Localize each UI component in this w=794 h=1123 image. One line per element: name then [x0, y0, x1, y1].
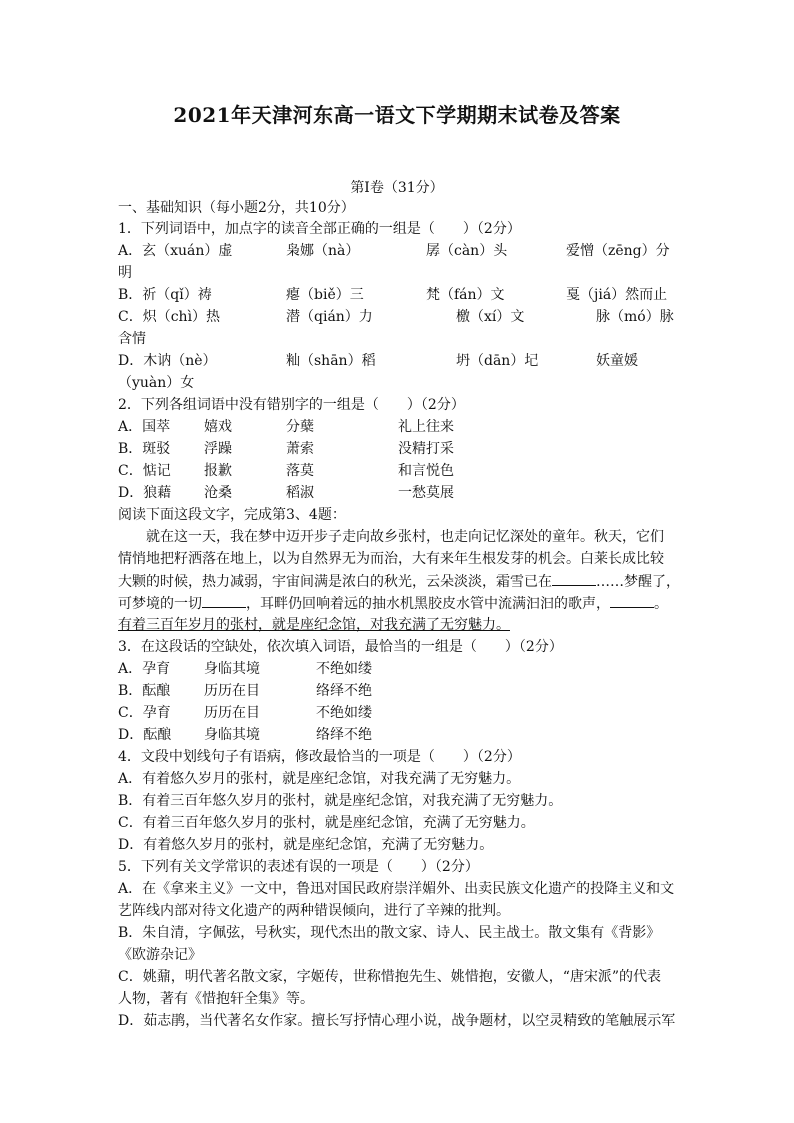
q2-b-4: 没精打采 — [398, 441, 454, 457]
q1-option-c-3: 檄（xí）文 — [456, 309, 525, 325]
q3-b-2: 历历在目 — [204, 683, 260, 699]
q2-b-1: B．斑驳 — [118, 441, 171, 457]
q1-option-c-cont: 含情 — [118, 331, 146, 347]
q4-option-a: A．有着悠久岁月的张村，就是座纪念馆，对我充满了无穷魅力。 — [118, 771, 521, 787]
q4-option-d: D．有着悠久岁月的张村，就是座纪念馆，充满了无穷魅力。 — [118, 837, 494, 853]
q2-d-4: 一愁莫展 — [398, 485, 454, 501]
passage-text: 。 — [654, 596, 668, 612]
passage-underlined-sentence: 有着三百年岁月的张村，就是座纪念馆，对我充满了无穷魅力。 — [118, 617, 510, 633]
q2-c-4: 和言悦色 — [398, 463, 454, 479]
q2-b-3: 萧索 — [286, 441, 314, 457]
q3-a-2: 身临其境 — [204, 661, 260, 677]
passage-text: 大颗的时候，热力减弱，宇宙间满是浓白的秋光，云朵淡淡，霜雪已在 — [118, 574, 552, 590]
q1-option-a-3: 孱（càn）头 — [426, 243, 508, 259]
q2-b-2: 浮躁 — [204, 441, 232, 457]
q2-c-3: 落莫 — [286, 463, 314, 479]
q3-b-1: B．酝酿 — [118, 683, 171, 699]
section-heading: 第Ⅰ卷（31分） — [350, 180, 444, 196]
q5-option-a: A．在《拿来主义》一文中，鲁迅对国民政府崇洋媚外、出卖民族文化遗产的投降主义和文 — [118, 881, 675, 897]
q1-option-c-2: 潜（qián）力 — [286, 309, 373, 325]
passage-line: 情悄地把籽洒落在地上，以为自然界无为而治，大有来年生根发芽的机会。白莱长成比较 — [118, 551, 664, 567]
q3-d-1: D．酝酿 — [118, 727, 172, 743]
passage-line — [118, 593, 668, 614]
q1-option-b-2: 瘪（biě）三 — [286, 287, 364, 303]
passage-text: ，耳畔仍回响着远的抽水机黑胶皮水管中流满汩汩的歌声， — [246, 596, 610, 612]
q1-option-d-cont: （yuàn）女 — [118, 375, 195, 391]
fill-blank — [552, 571, 596, 586]
q1-option-a-1: A．玄（xuán）虚 — [118, 243, 233, 259]
q4-option-b: B．有着三百年悠久岁月的张村，就是座纪念馆，对我充满了无穷魅力。 — [118, 793, 563, 809]
q1-option-d-4: 妖童媛 — [596, 353, 638, 369]
q4-stem: 4．文段中划线句子有语病，修改最恰当的一项是（ ）（2分） — [118, 749, 521, 765]
q5-option-b: B．朱自清，字佩弦，号秋实，现代杰出的散文家、诗人、民主战士。散文集有《背影》 — [118, 925, 661, 941]
q3-c-2: 历历在目 — [204, 705, 260, 721]
q3-c-1: C．孕育 — [118, 705, 171, 721]
q2-a-4: 礼上往来 — [398, 419, 454, 435]
q5-option-c: C．姚鼐，明代著名散文家，字姬传，世称惜抱先生、姚惜抱，安徽人，“唐宋派”的代表 — [118, 969, 662, 985]
fill-blank — [610, 593, 654, 608]
q2-a-1: A．国萃 — [118, 419, 171, 435]
passage-text: 可梦境的一切 — [118, 596, 202, 612]
q5-option-c-cont: 人物，著有《惜抱轩全集》等。 — [118, 991, 314, 1007]
q3-d-3: 络绎不绝 — [316, 727, 372, 743]
passage-text: ……梦醒了， — [596, 574, 680, 590]
q1-option-c-1: C．炽（chì）热 — [118, 309, 221, 325]
fill-blank — [202, 593, 246, 608]
q1-stem: 1．下列词语中，加点字的读音全部正确的一组是（ ）（2分） — [118, 221, 521, 237]
q3-d-2: 身临其境 — [204, 727, 260, 743]
q1-option-d-3: 坍（dān）圮 — [456, 353, 539, 369]
q1-option-b-3: 梵（fán）文 — [426, 287, 505, 303]
q5-option-a-cont: 艺阵线内部对待文化遗产的两种错误倾向，进行了辛辣的批判。 — [118, 903, 510, 919]
q4-option-c: C．有着三百年悠久岁月的张村，就是座纪念馆，充满了无穷魅力。 — [118, 815, 535, 831]
q3-a-1: A．孕育 — [118, 661, 171, 677]
q3-b-3: 络绎不绝 — [316, 683, 372, 699]
passage-line: 就在这一天，我在梦中迈开步子走向故乡张村，也走向记忆深处的童年。秋天，它们 — [146, 529, 664, 545]
q1-option-a-4: 爱憎（zēng）分 — [566, 243, 670, 259]
q2-stem: 2．下列各组词语中没有错别字的一组是（ ）（2分） — [118, 397, 465, 413]
reading-intro: 阅读下面这段文字，完成第3、4题： — [118, 507, 346, 523]
q2-c-2: 报歉 — [204, 463, 232, 479]
q5-stem: 5．下列有关文学常识的表述有误的一项是（ ）（2分） — [118, 859, 479, 875]
q2-d-3: 稻淑 — [286, 485, 314, 501]
q1-option-b-1: B．祈（qǐ）祷 — [118, 287, 212, 303]
q2-a-3: 分蘖 — [286, 419, 314, 435]
passage-line — [118, 571, 680, 592]
q1-option-b-4: 戛（jiá）然而止 — [566, 287, 668, 303]
part-heading: 一、基础知识（每小题2分，共10分） — [118, 200, 355, 216]
q1-option-c-4: 脉（mó）脉 — [596, 309, 674, 325]
q2-c-1: C．惦记 — [118, 463, 171, 479]
q1-option-d-2: 籼（shān）稻 — [286, 353, 376, 369]
q2-d-1: D．狼藉 — [118, 485, 172, 501]
q5-option-b-cont: 《欧游杂记》 — [118, 947, 202, 963]
q1-option-a-2: 枭娜（nà） — [286, 243, 360, 259]
q5-option-d: D．茹志鹃，当代著名女作家。擅长写抒情心理小说，战争题材，以空灵精致的笔触展示军 — [118, 1013, 676, 1029]
q1-option-a-cont: 明 — [118, 265, 132, 281]
q3-c-3: 不绝如缕 — [316, 705, 372, 721]
q1-option-d-1: D．木讷（nè） — [118, 353, 217, 369]
page-title: 2021年天津河东高一语文下学期期末试卷及答案 — [173, 103, 621, 127]
q3-a-3: 不绝如缕 — [316, 661, 372, 677]
q3-stem: 3．在这段话的空缺处，依次填入词语，最恰当的一组是（ ）（2分） — [118, 639, 563, 655]
q2-d-2: 沧桑 — [204, 485, 232, 501]
q2-a-2: 嬉戏 — [204, 419, 232, 435]
